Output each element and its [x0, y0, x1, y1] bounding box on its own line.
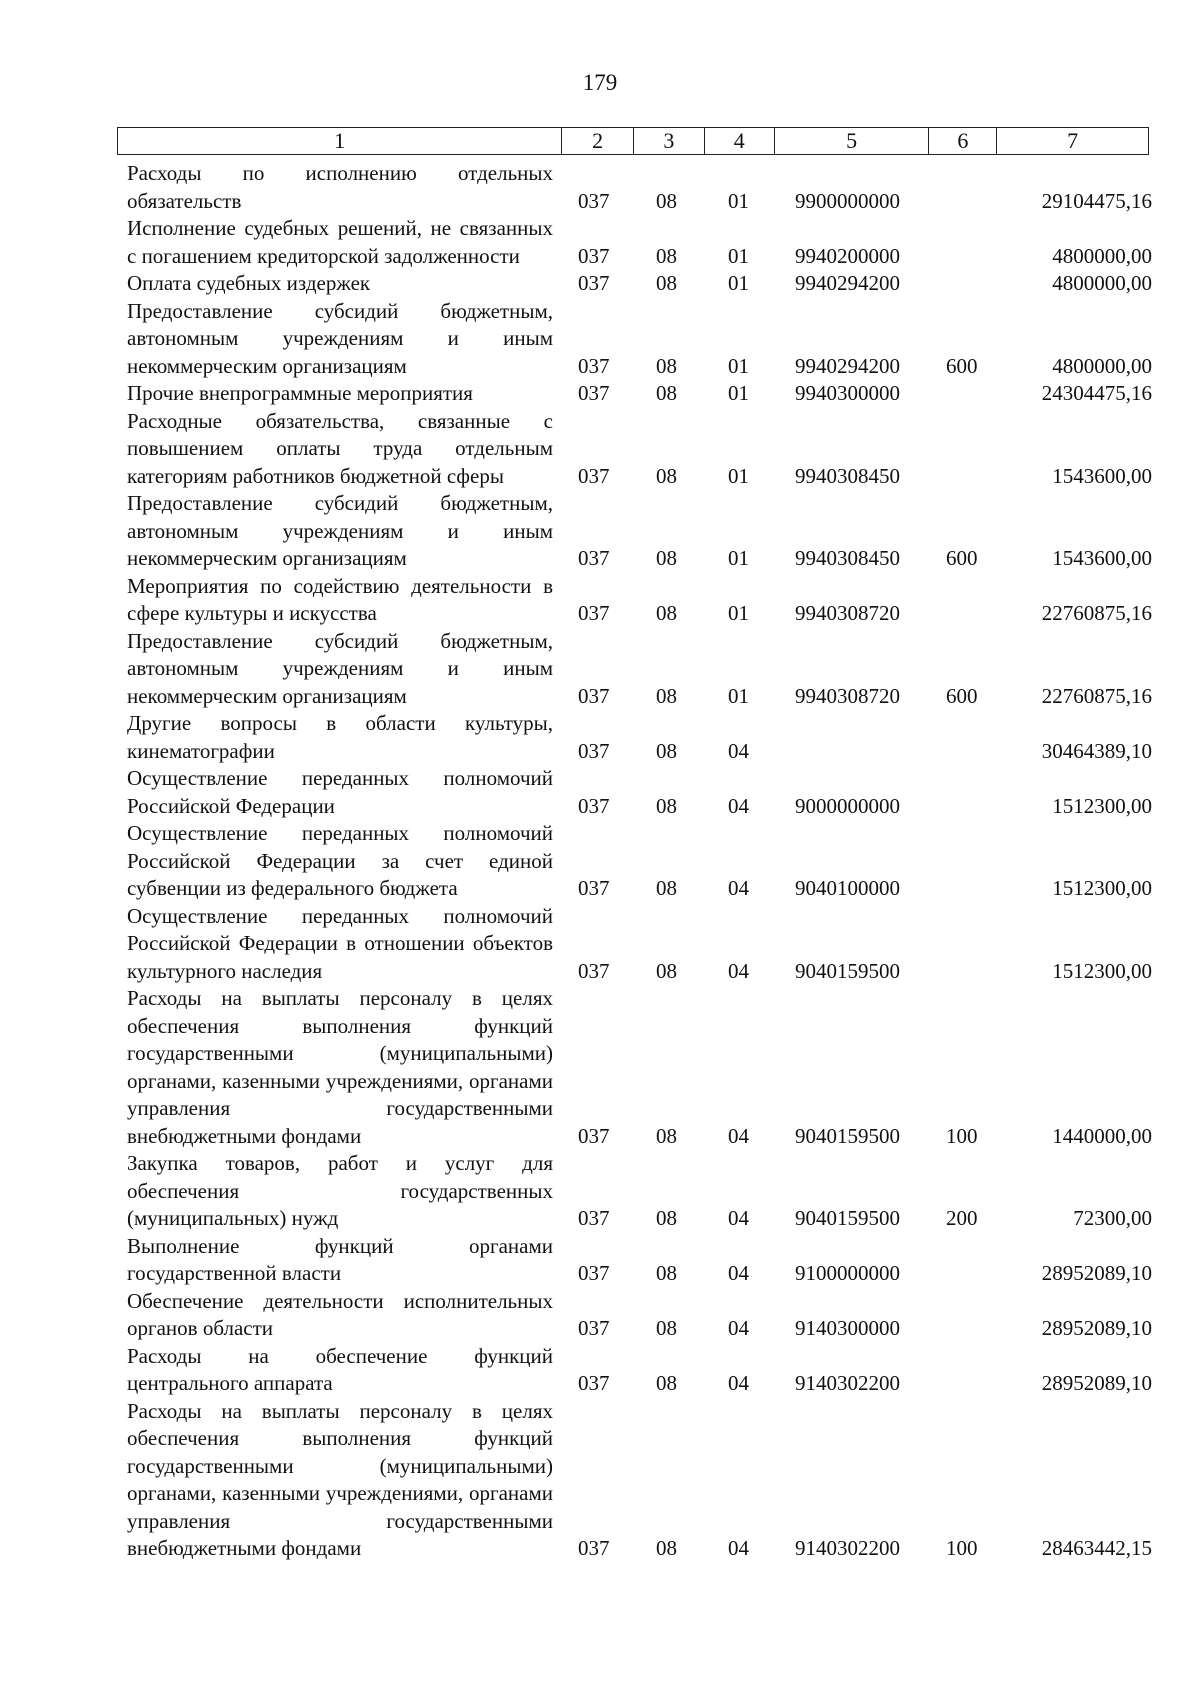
- row-target-article: 9100000000: [795, 1261, 900, 1285]
- row-admin-code: 037: [578, 188, 610, 213]
- row-name: Закупка товаров, работ и услуг для обеспечения государственных (муниципальных) нужд: [127, 1151, 553, 1230]
- row-target-article: 9940308450: [795, 546, 900, 570]
- row-expense-type: 600: [946, 353, 978, 378]
- row-target-article: 9940294200: [795, 271, 900, 295]
- row-name: Расходы на выплаты персоналу в целях обеспечения выполнения функций государственными (муниципальными) органами, казенными учреждениями, органами управления государственными внебюджетными фондами: [127, 986, 553, 1148]
- table-row: [0, 490, 1200, 573]
- table-row: [0, 298, 1200, 381]
- row-section: 08: [656, 738, 677, 763]
- row-section: 08: [656, 1536, 677, 1560]
- table-row: [0, 765, 1200, 820]
- row-subsection: 04: [728, 1261, 749, 1285]
- row-name: Расходные обязательства, связанные с повышением оплаты труда отдельным категориям работников бюджетной сферы: [127, 408, 553, 488]
- table-body: [0, 160, 1200, 1563]
- row-name: Расходы на выплаты персоналу в целях обеспечения выполнения функций государственными (муниципальными) органами, казенными учреждениями, органами управления государственными внебюджетными фондами: [127, 1398, 553, 1560]
- row-target-article: 9000000000: [795, 793, 900, 818]
- row-admin-code: 037: [578, 1316, 610, 1340]
- row-admin-code: 037: [578, 353, 610, 378]
- table-header: [117, 127, 1149, 155]
- row-amount: 1512300,00: [1052, 876, 1152, 900]
- row-target-article: 9940308450: [795, 463, 900, 488]
- row-admin-code: 037: [578, 1536, 610, 1560]
- table-row: [0, 903, 1200, 986]
- row-name: Осуществление переданных полномочий Российской Федерации: [127, 766, 553, 818]
- table-row: [0, 380, 1200, 408]
- row-expense-type: 200: [946, 1206, 978, 1230]
- row-name: Прочие внепрограммные мероприятия: [127, 381, 473, 405]
- row-subsection: 04: [728, 1206, 749, 1230]
- table-row: [0, 1288, 1200, 1343]
- row-name: Исполнение судебных решений, не связанных с погашением кредиторской задолженности: [127, 216, 553, 268]
- row-amount: 1543600,00: [1052, 546, 1152, 570]
- row-section: 08: [656, 1123, 677, 1148]
- row-section: 08: [656, 683, 677, 708]
- row-amount: 28463442,15: [1041, 1536, 1152, 1560]
- table-row: [0, 1398, 1200, 1563]
- row-admin-code: 037: [578, 1123, 610, 1148]
- row-admin-code: 037: [578, 271, 610, 295]
- row-amount: 4800000,00: [1052, 271, 1152, 295]
- row-name: Предоставление субсидий бюджетным, автономным учреждениям и иным некоммерческим организациям: [127, 298, 553, 378]
- row-section: 08: [656, 271, 677, 295]
- row-expense-type: 600: [946, 683, 978, 708]
- row-subsection: 01: [728, 546, 749, 570]
- page-number: 179: [582, 70, 618, 95]
- table-row: [0, 270, 1200, 298]
- row-target-article: 9040159500: [795, 1123, 900, 1148]
- row-subsection: 01: [728, 683, 749, 708]
- row-section: 08: [656, 1316, 677, 1340]
- row-admin-code: 037: [578, 546, 610, 570]
- header-col-2: 2: [562, 128, 634, 154]
- row-admin-code: 037: [578, 1261, 610, 1285]
- row-section: 08: [656, 601, 677, 625]
- row-admin-code: 037: [578, 1206, 610, 1230]
- row-amount: 28952089,10: [1041, 1261, 1152, 1285]
- row-amount: 4800000,00: [1052, 353, 1152, 378]
- header-col-6: 6: [929, 128, 997, 154]
- table-row: [0, 408, 1200, 491]
- table-row: [0, 820, 1200, 903]
- row-target-article: 9040159500: [795, 958, 900, 983]
- header-col-1: 1: [118, 128, 562, 154]
- row-target-article: 9940200000: [795, 243, 900, 268]
- row-subsection: 01: [728, 381, 749, 405]
- row-admin-code: 037: [578, 958, 610, 983]
- row-section: 08: [656, 353, 677, 378]
- row-name: Другие вопросы в области культуры, кинематографии: [127, 711, 553, 763]
- row-subsection: 04: [728, 738, 749, 763]
- row-name: Предоставление субсидий бюджетным, автономным учреждениям и иным некоммерческим организациям: [127, 491, 553, 570]
- row-target-article: 9940294200: [795, 353, 900, 378]
- row-section: 08: [656, 793, 677, 818]
- row-name: Осуществление переданных полномочий Российской Федерации за счет единой субвенции из федерального бюджета: [127, 821, 553, 900]
- row-name: Мероприятия по содействию деятельности в сфере культуры и искусства: [127, 573, 553, 625]
- table-row: [0, 215, 1200, 270]
- row-section: 08: [656, 1206, 677, 1230]
- row-section: 08: [656, 188, 677, 213]
- table-row: [0, 1233, 1200, 1288]
- row-amount: 29104475,16: [1041, 188, 1152, 213]
- row-subsection: 04: [728, 876, 749, 900]
- row-target-article: 9140300000: [795, 1316, 900, 1340]
- header-col-5: 5: [775, 128, 930, 154]
- row-subsection: 04: [728, 1371, 749, 1395]
- row-subsection: 04: [728, 1536, 749, 1560]
- row-target-article: 9940308720: [795, 601, 900, 625]
- row-subsection: 01: [728, 353, 749, 378]
- row-admin-code: 037: [578, 1371, 610, 1395]
- row-amount: 1512300,00: [1052, 958, 1152, 983]
- row-section: 08: [656, 958, 677, 983]
- row-section: 08: [656, 1261, 677, 1285]
- row-amount: 30464389,10: [1041, 738, 1152, 763]
- table-row: [0, 985, 1200, 1150]
- row-subsection: 01: [728, 463, 749, 488]
- row-admin-code: 037: [578, 793, 610, 818]
- row-amount: 22760875,16: [1041, 683, 1152, 708]
- table-row: [0, 1150, 1200, 1233]
- header-col-7: 7: [1067, 128, 1079, 153]
- row-amount: 1512300,00: [1052, 793, 1152, 818]
- row-subsection: 01: [728, 243, 749, 268]
- row-amount: 24304475,16: [1041, 381, 1152, 405]
- row-target-article: 9900000000: [795, 188, 900, 213]
- header-col-3: 3: [634, 128, 705, 154]
- row-admin-code: 037: [578, 876, 610, 900]
- row-amount: 22760875,16: [1041, 601, 1152, 625]
- header-col-4: 4: [705, 128, 775, 154]
- table-row: [0, 628, 1200, 711]
- row-section: 08: [656, 546, 677, 570]
- row-target-article: 9140302200: [795, 1371, 900, 1395]
- row-amount: 1543600,00: [1052, 463, 1152, 488]
- row-subsection: 01: [728, 271, 749, 295]
- row-target-article: 9040159500: [795, 1206, 900, 1230]
- row-section: 08: [656, 243, 677, 268]
- row-admin-code: 037: [578, 463, 610, 488]
- row-subsection: 04: [728, 1123, 749, 1148]
- row-target-article: 9940300000: [795, 381, 900, 405]
- row-name: Осуществление переданных полномочий Российской Федерации в отношении объектов культурного наследия: [127, 903, 553, 983]
- row-name: Обеспечение деятельности исполнительных органов области: [127, 1288, 553, 1340]
- row-expense-type: 100: [946, 1123, 978, 1148]
- row-admin-code: 037: [578, 738, 610, 763]
- row-expense-type: 600: [946, 546, 978, 570]
- row-section: 08: [656, 876, 677, 900]
- row-section: 08: [656, 463, 677, 488]
- table-row: [0, 1343, 1200, 1398]
- row-admin-code: 037: [578, 243, 610, 268]
- row-target-article: 9040100000: [795, 876, 900, 900]
- row-subsection: 04: [728, 1316, 749, 1340]
- row-expense-type: 100: [946, 1536, 978, 1560]
- row-admin-code: 037: [578, 381, 610, 405]
- row-name: Предоставление субсидий бюджетным, автономным учреждениям и иным некоммерческим организациям: [127, 628, 553, 708]
- table-row: [0, 160, 1200, 215]
- row-amount: 28952089,10: [1041, 1316, 1152, 1340]
- row-subsection: 01: [728, 601, 749, 625]
- table-row: [0, 710, 1200, 765]
- row-section: 08: [656, 381, 677, 405]
- row-section: 08: [656, 1371, 677, 1395]
- row-name: Расходы по исполнению отдельных обязательств: [127, 161, 553, 213]
- row-amount: 28952089,10: [1041, 1371, 1152, 1395]
- row-target-article: 9140302200: [795, 1536, 900, 1560]
- row-subsection: 04: [728, 958, 749, 983]
- row-name: Расходы на обеспечение функций центрального аппарата: [127, 1343, 553, 1395]
- row-subsection: 04: [728, 793, 749, 818]
- row-target-article: 9940308720: [795, 683, 900, 708]
- row-amount: 72300,00: [1073, 1206, 1152, 1230]
- table-row: [0, 573, 1200, 628]
- row-amount: 4800000,00: [1052, 243, 1152, 268]
- row-amount: 1440000,00: [1052, 1123, 1152, 1148]
- row-name: Оплата судебных издержек: [127, 271, 371, 295]
- row-admin-code: 037: [578, 601, 610, 625]
- row-subsection: 01: [728, 188, 749, 213]
- row-name: Выполнение функций органами государственной власти: [127, 1233, 553, 1285]
- row-admin-code: 037: [578, 683, 610, 708]
